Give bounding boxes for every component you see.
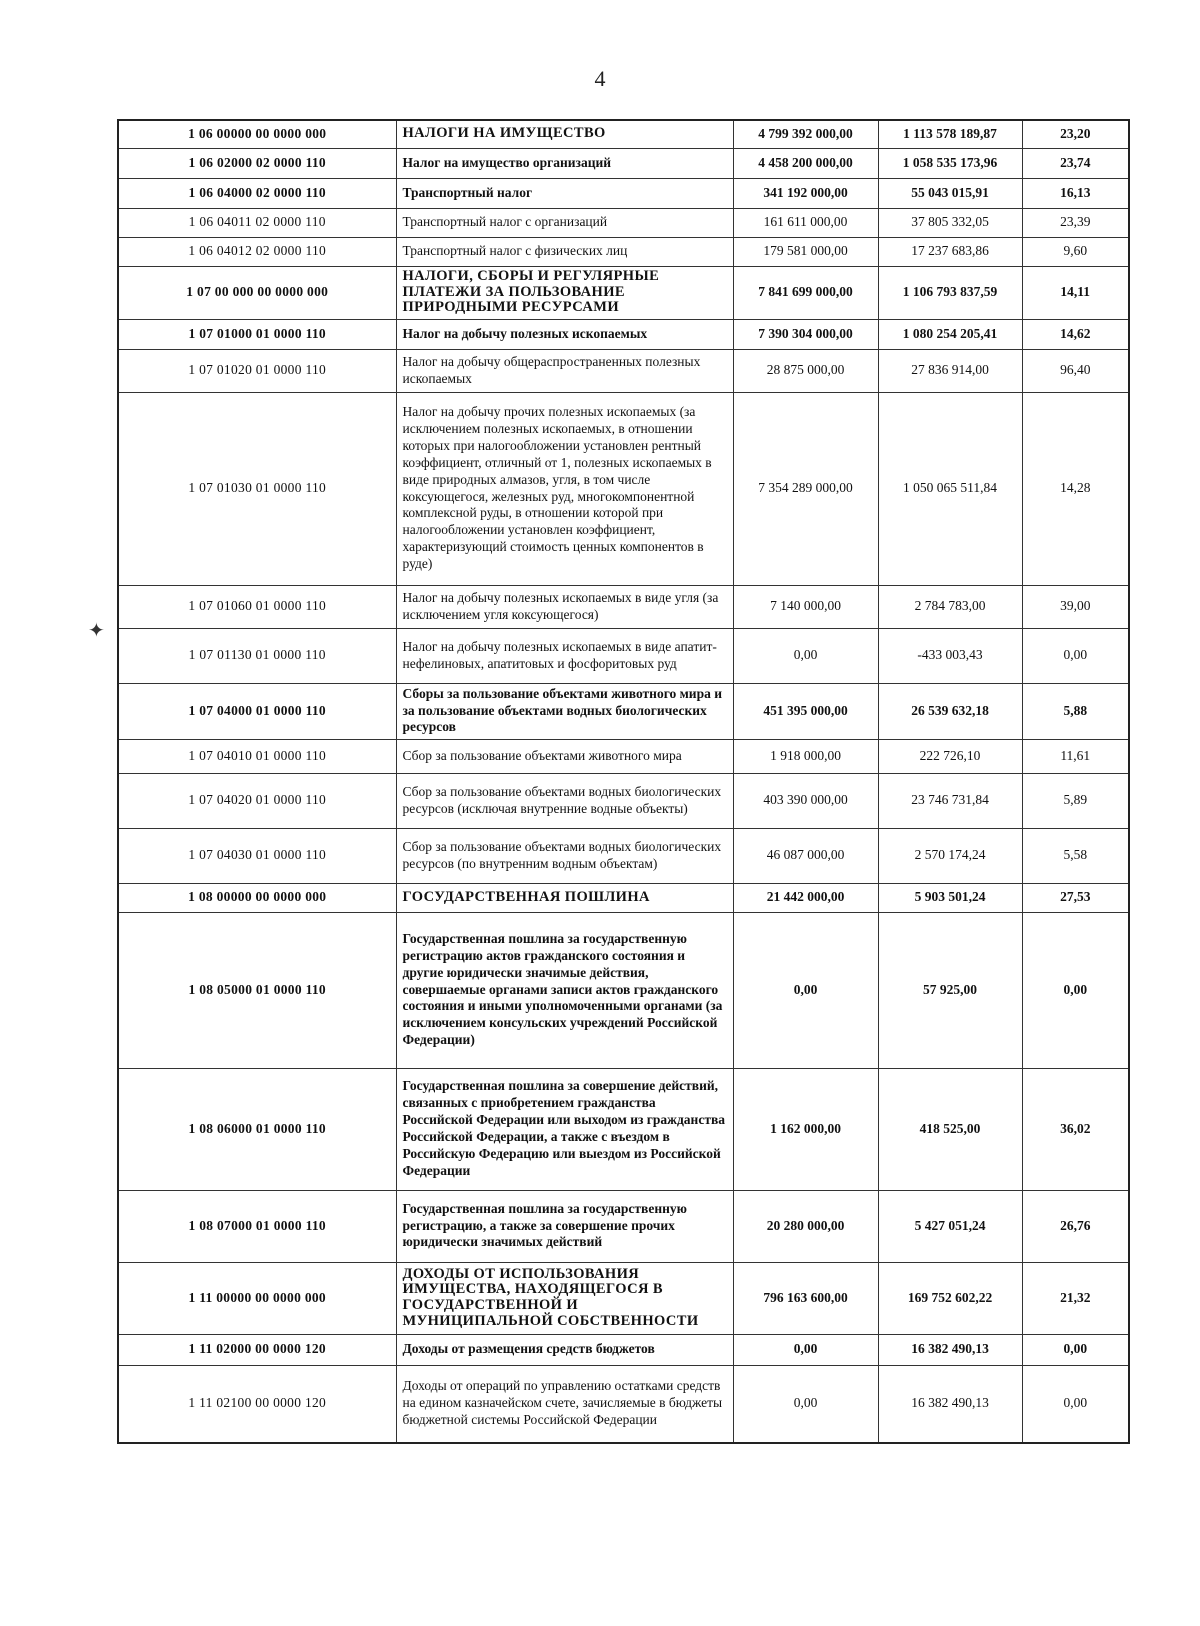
plan-amount-cell: 4 799 392 000,00	[733, 120, 878, 148]
budget-code-cell: 1 07 04030 01 0000 110	[118, 828, 396, 883]
revenue-name-cell: НАЛОГИ, СБОРЫ И РЕГУЛЯРНЫЕ ПЛАТЕЖИ ЗА ПОЛЬЗОВАНИЕ ПРИРОДНЫМИ РЕСУРСАМИ	[396, 266, 733, 319]
revenue-name-cell: Доходы от операций по управлению остатками средств на едином казначейском счете, зачисляемые в бюджеты бюджетной системы Российской Федерации	[396, 1365, 733, 1443]
revenue-name-cell: Сбор за пользование объектами водных биологических ресурсов (по внутренним водным объектам)	[396, 828, 733, 883]
table-row	[118, 392, 1129, 585]
plan-amount-cell: 796 163 600,00	[733, 1262, 878, 1334]
plan-amount-cell: 341 192 000,00	[733, 178, 878, 208]
table-row	[118, 148, 1129, 178]
plan-amount-cell: 0,00	[733, 628, 878, 683]
budget-code-cell: 1 06 00000 00 0000 000	[118, 120, 396, 148]
budget-code-cell: 1 08 05000 01 0000 110	[118, 912, 396, 1068]
revenue-name-cell: Сбор за пользование объектами водных биологических ресурсов (исключая внутренние водные объекты)	[396, 773, 733, 828]
execution-percent-cell: 27,53	[1022, 883, 1129, 912]
execution-percent-cell: 39,00	[1022, 585, 1129, 628]
execution-percent-cell: 0,00	[1022, 1365, 1129, 1443]
revenue-name-cell: Государственная пошлина за государственную регистрацию актов гражданского состояния и другие юридически значимые действия, совершаемые органами записи актов гражданского состояния и иными уполномоченными органами (за исключением консульских учреждений Российской Федерации)	[396, 912, 733, 1068]
table-row	[118, 1365, 1129, 1443]
execution-percent-cell: 26,76	[1022, 1190, 1129, 1262]
plan-amount-cell: 4 458 200 000,00	[733, 148, 878, 178]
actual-amount-cell: 1 113 578 189,87	[878, 120, 1022, 148]
actual-amount-cell: 222 726,10	[878, 739, 1022, 773]
actual-amount-cell: 57 925,00	[878, 912, 1022, 1068]
budget-code-cell: 1 08 06000 01 0000 110	[118, 1068, 396, 1190]
budget-code-cell: 1 07 01020 01 0000 110	[118, 349, 396, 392]
plan-amount-cell: 179 581 000,00	[733, 237, 878, 266]
actual-amount-cell: 169 752 602,22	[878, 1262, 1022, 1334]
execution-percent-cell: 0,00	[1022, 628, 1129, 683]
revenue-name-cell: Сборы за пользование объектами животного мира и за пользование объектами водных биологических ресурсов	[396, 683, 733, 739]
table-row	[118, 773, 1129, 828]
table-row	[118, 178, 1129, 208]
actual-amount-cell: 23 746 731,84	[878, 773, 1022, 828]
budget-code-cell: 1 07 01130 01 0000 110	[118, 628, 396, 683]
plan-amount-cell: 21 442 000,00	[733, 883, 878, 912]
revenue-name-cell: Налог на добычу полезных ископаемых в виде угля (за исключением угля коксующегося)	[396, 585, 733, 628]
execution-percent-cell: 11,61	[1022, 739, 1129, 773]
table-row	[118, 1068, 1129, 1190]
budget-code-cell: 1 06 02000 02 0000 110	[118, 148, 396, 178]
actual-amount-cell: 1 050 065 511,84	[878, 392, 1022, 585]
execution-percent-cell: 5,88	[1022, 683, 1129, 739]
actual-amount-cell: 1 080 254 205,41	[878, 319, 1022, 349]
table-row	[118, 349, 1129, 392]
plan-amount-cell: 7 841 699 000,00	[733, 266, 878, 319]
budget-code-cell: 1 08 00000 00 0000 000	[118, 883, 396, 912]
plan-amount-cell: 1 162 000,00	[733, 1068, 878, 1190]
execution-percent-cell: 9,60	[1022, 237, 1129, 266]
revenue-name-cell: ДОХОДЫ ОТ ИСПОЛЬЗОВАНИЯ ИМУЩЕСТВА, НАХОДЯЩЕГОСЯ В ГОСУДАРСТВЕННОЙ И МУНИЦИПАЛЬНОЙ СОБСТВЕННОСТИ	[396, 1262, 733, 1334]
budget-code-cell: 1 07 01060 01 0000 110	[118, 585, 396, 628]
budget-code-cell: 1 06 04000 02 0000 110	[118, 178, 396, 208]
actual-amount-cell: 2 570 174,24	[878, 828, 1022, 883]
table-row	[118, 828, 1129, 883]
plan-amount-cell: 161 611 000,00	[733, 208, 878, 237]
plan-amount-cell: 0,00	[733, 912, 878, 1068]
revenue-name-cell: Государственная пошлина за государственную регистрацию, а также за совершение прочих юридически значимых действий	[396, 1190, 733, 1262]
budget-code-cell: 1 11 02000 00 0000 120	[118, 1334, 396, 1365]
margin-mark: ✦	[88, 618, 105, 642]
revenue-name-cell: Транспортный налог с физических лиц	[396, 237, 733, 266]
execution-percent-cell: 21,32	[1022, 1262, 1129, 1334]
budget-code-cell: 1 07 01030 01 0000 110	[118, 392, 396, 585]
revenue-table	[117, 119, 1130, 1444]
plan-amount-cell: 46 087 000,00	[733, 828, 878, 883]
actual-amount-cell: 26 539 632,18	[878, 683, 1022, 739]
execution-percent-cell: 0,00	[1022, 912, 1129, 1068]
budget-code-cell: 1 11 02100 00 0000 120	[118, 1365, 396, 1443]
execution-percent-cell: 23,74	[1022, 148, 1129, 178]
revenue-name-cell: Налог на добычу общераспространенных полезных ископаемых	[396, 349, 733, 392]
actual-amount-cell: 418 525,00	[878, 1068, 1022, 1190]
execution-percent-cell: 16,13	[1022, 178, 1129, 208]
actual-amount-cell: 37 805 332,05	[878, 208, 1022, 237]
actual-amount-cell: 27 836 914,00	[878, 349, 1022, 392]
table-row	[118, 1334, 1129, 1365]
plan-amount-cell: 0,00	[733, 1365, 878, 1443]
execution-percent-cell: 23,20	[1022, 120, 1129, 148]
plan-amount-cell: 7 140 000,00	[733, 585, 878, 628]
execution-percent-cell: 14,11	[1022, 266, 1129, 319]
revenue-name-cell: Налог на добычу полезных ископаемых в виде апатит-нефелиновых, апатитовых и фосфоритовых руд	[396, 628, 733, 683]
execution-percent-cell: 96,40	[1022, 349, 1129, 392]
revenue-name-cell: ГОСУДАРСТВЕННАЯ ПОШЛИНА	[396, 883, 733, 912]
table-row	[118, 739, 1129, 773]
budget-code-cell: 1 07 04010 01 0000 110	[118, 739, 396, 773]
plan-amount-cell: 20 280 000,00	[733, 1190, 878, 1262]
table-row	[118, 208, 1129, 237]
budget-code-cell: 1 07 04000 01 0000 110	[118, 683, 396, 739]
revenue-name-cell: НАЛОГИ НА ИМУЩЕСТВО	[396, 120, 733, 148]
actual-amount-cell: -433 003,43	[878, 628, 1022, 683]
page-number: 4	[594, 66, 606, 91]
plan-amount-cell: 7 390 304 000,00	[733, 319, 878, 349]
table-row	[118, 585, 1129, 628]
budget-code-cell: 1 08 07000 01 0000 110	[118, 1190, 396, 1262]
table-row	[118, 319, 1129, 349]
plan-amount-cell: 403 390 000,00	[733, 773, 878, 828]
actual-amount-cell: 17 237 683,86	[878, 237, 1022, 266]
execution-percent-cell: 0,00	[1022, 1334, 1129, 1365]
revenue-name-cell: Налог на имущество организаций	[396, 148, 733, 178]
actual-amount-cell: 5 903 501,24	[878, 883, 1022, 912]
table-row	[118, 1262, 1129, 1334]
revenue-name-cell: Доходы от размещения средств бюджетов	[396, 1334, 733, 1365]
budget-code-cell: 1 06 04011 02 0000 110	[118, 208, 396, 237]
table-row	[118, 237, 1129, 266]
table-row	[118, 628, 1129, 683]
plan-amount-cell: 0,00	[733, 1334, 878, 1365]
revenue-name-cell: Государственная пошлина за совершение действий, связанных с приобретением гражданства Российской Федерации или выходом из гражданства Российской Федерации, а также с въездом в Российскую Федерацию или выездом из Российской Федерации	[396, 1068, 733, 1190]
execution-percent-cell: 36,02	[1022, 1068, 1129, 1190]
revenue-name-cell: Транспортный налог	[396, 178, 733, 208]
plan-amount-cell: 451 395 000,00	[733, 683, 878, 739]
budget-code-cell: 1 07 00 000 00 0000 000	[118, 266, 396, 319]
actual-amount-cell: 1 106 793 837,59	[878, 266, 1022, 319]
table-row	[118, 266, 1129, 319]
execution-percent-cell: 23,39	[1022, 208, 1129, 237]
revenue-name-cell: Сбор за пользование объектами животного мира	[396, 739, 733, 773]
table-row	[118, 912, 1129, 1068]
actual-amount-cell: 5 427 051,24	[878, 1190, 1022, 1262]
revenue-table-body	[118, 120, 1129, 1443]
plan-amount-cell: 7 354 289 000,00	[733, 392, 878, 585]
table-row	[118, 120, 1129, 148]
execution-percent-cell: 14,28	[1022, 392, 1129, 585]
table-row	[118, 1190, 1129, 1262]
execution-percent-cell: 14,62	[1022, 319, 1129, 349]
actual-amount-cell: 16 382 490,13	[878, 1334, 1022, 1365]
budget-code-cell: 1 06 04012 02 0000 110	[118, 237, 396, 266]
revenue-name-cell: Налог на добычу прочих полезных ископаемых (за исключением полезных ископаемых, в отношении которых при налогообложении установлен рентный коэффициент, отличный от 1, полезных ископаемых в виде природных алмазов, угля, в том числе коксующегося, железных руд, многокомпонентной комплексной руды, в отношении которой при налогообложении установлен коэффициент, характеризующий стоимость ценных компонентов в руде)	[396, 392, 733, 585]
budget-code-cell: 1 07 04020 01 0000 110	[118, 773, 396, 828]
revenue-name-cell: Транспортный налог с организаций	[396, 208, 733, 237]
revenue-name-cell: Налог на добычу полезных ископаемых	[396, 319, 733, 349]
budget-code-cell: 1 07 01000 01 0000 110	[118, 319, 396, 349]
actual-amount-cell: 1 058 535 173,96	[878, 148, 1022, 178]
actual-amount-cell: 2 784 783,00	[878, 585, 1022, 628]
table-row	[118, 883, 1129, 912]
actual-amount-cell: 16 382 490,13	[878, 1365, 1022, 1443]
actual-amount-cell: 55 043 015,91	[878, 178, 1022, 208]
execution-percent-cell: 5,58	[1022, 828, 1129, 883]
budget-code-cell: 1 11 00000 00 0000 000	[118, 1262, 396, 1334]
plan-amount-cell: 28 875 000,00	[733, 349, 878, 392]
execution-percent-cell: 5,89	[1022, 773, 1129, 828]
table-row	[118, 683, 1129, 739]
plan-amount-cell: 1 918 000,00	[733, 739, 878, 773]
